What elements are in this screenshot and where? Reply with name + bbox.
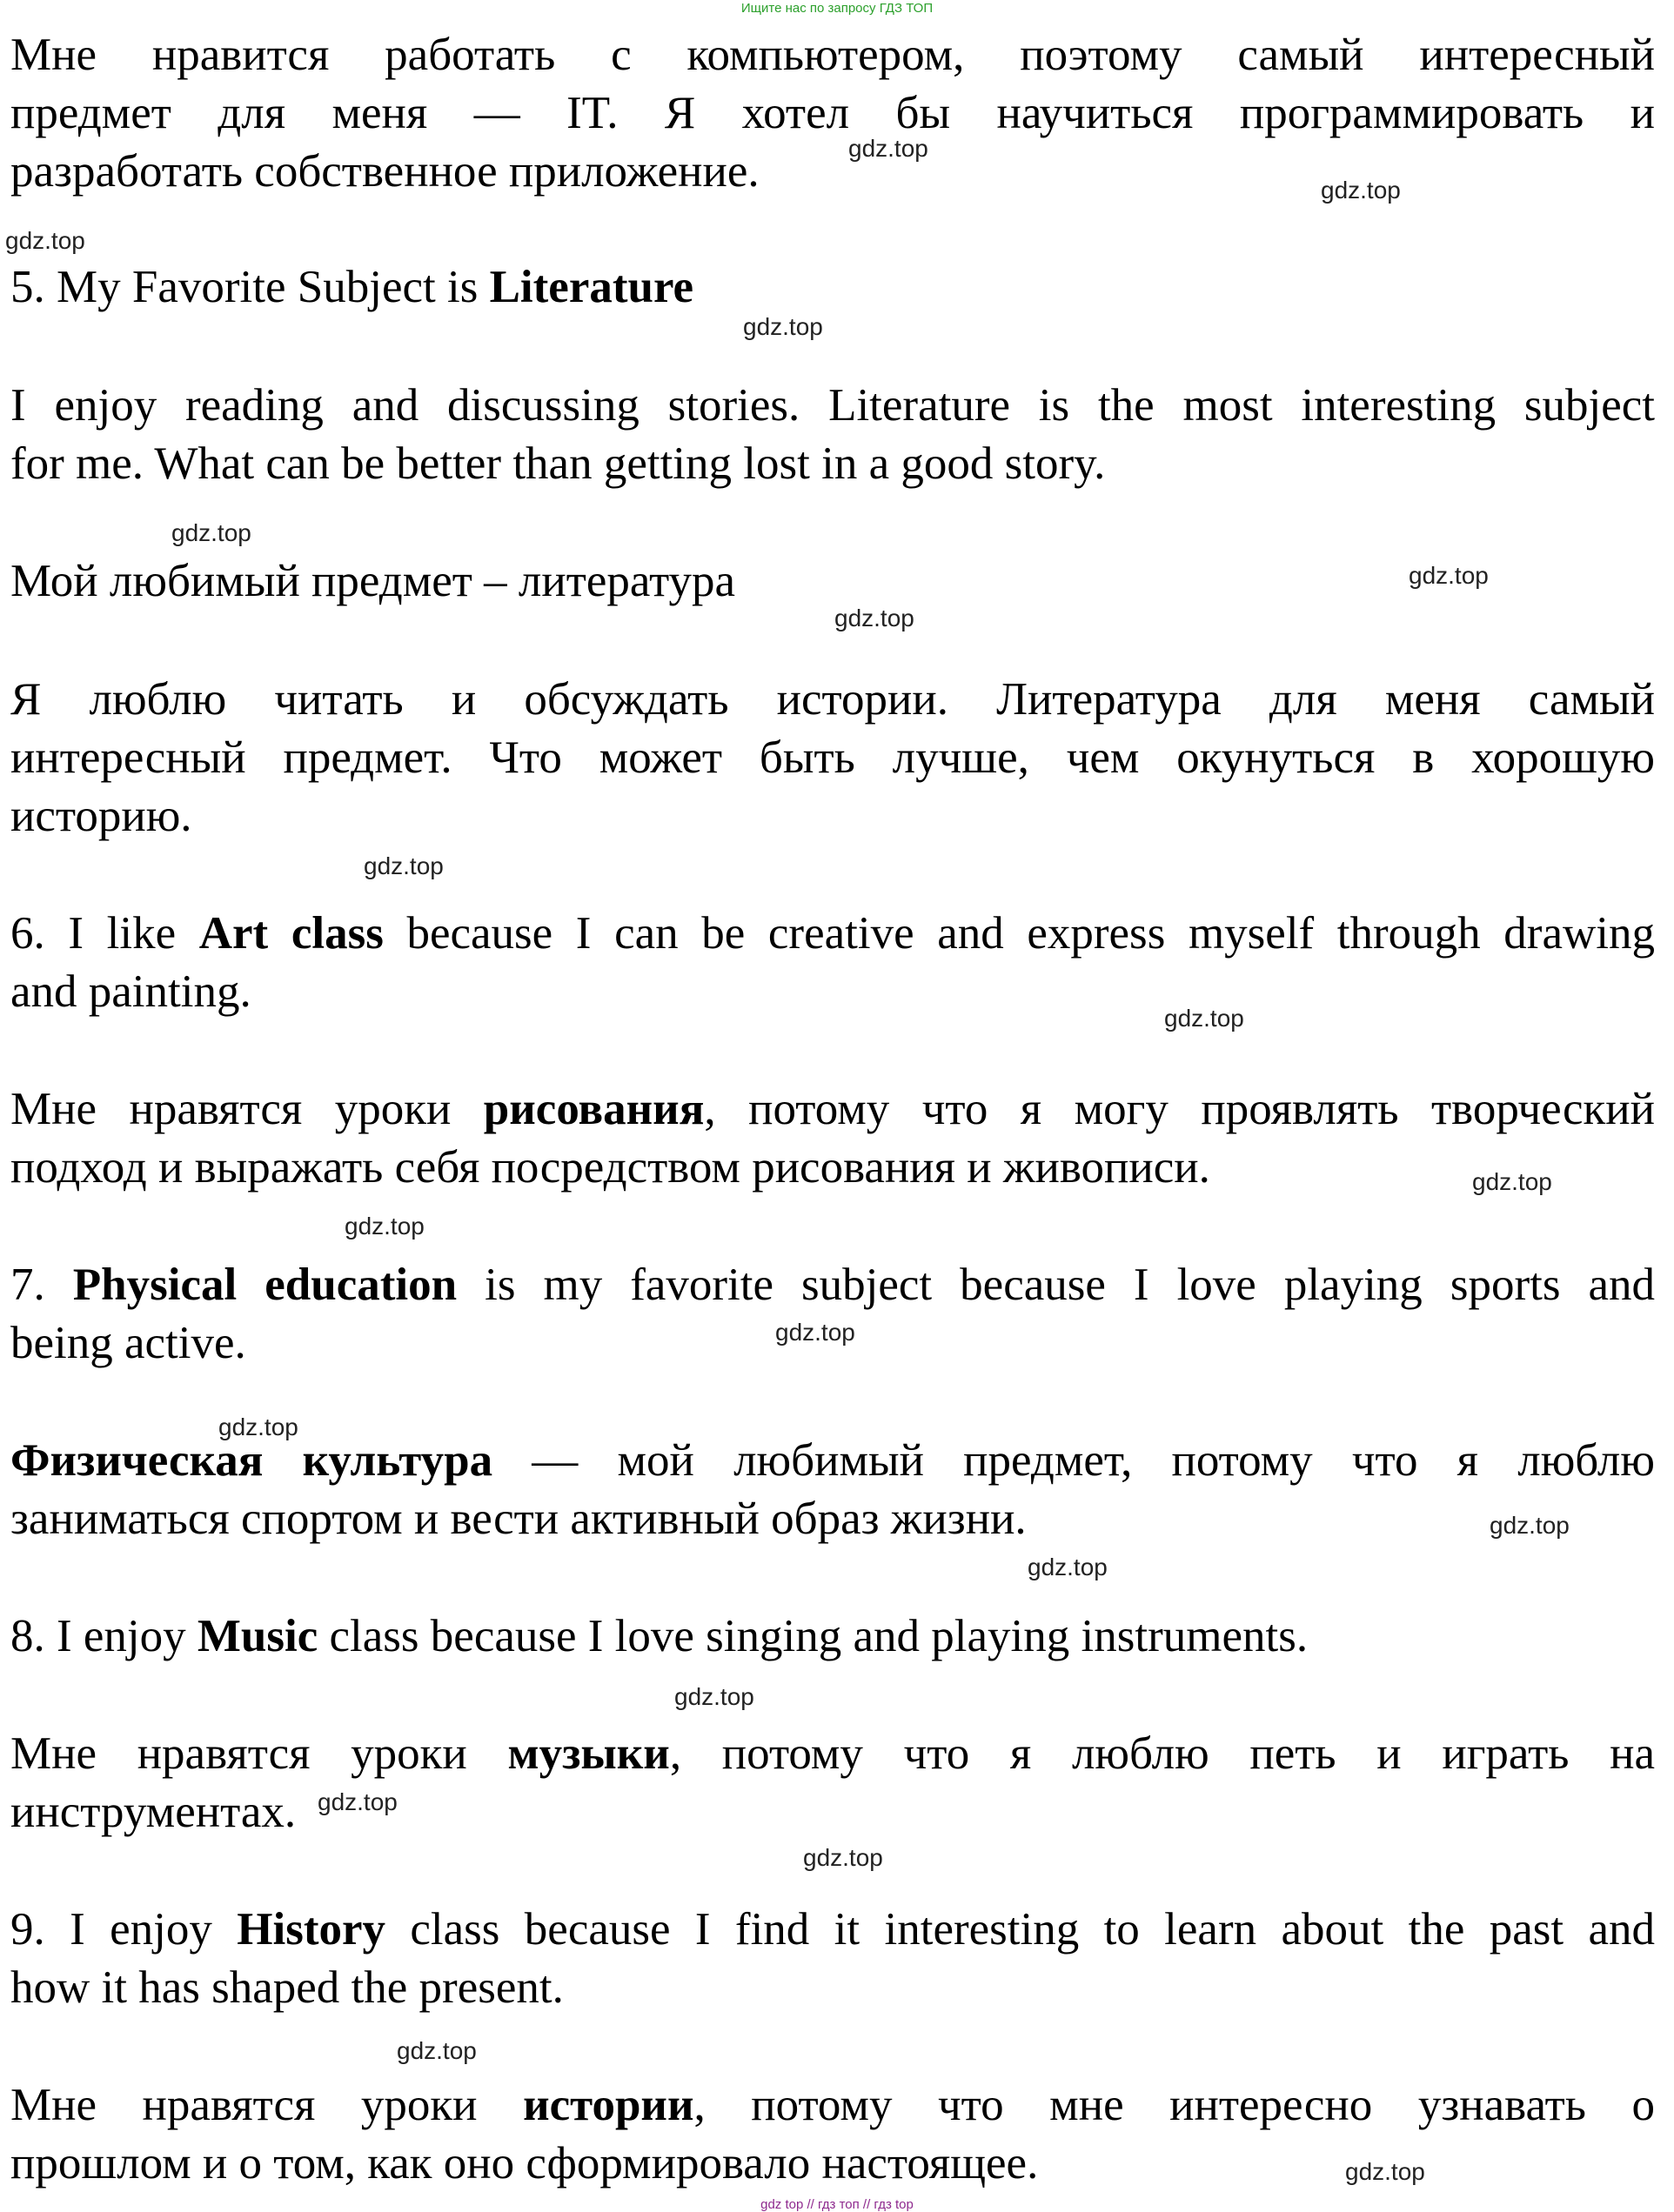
text-span: 8. I enjoy (10, 1611, 198, 1661)
text-line: how it has shaped the present. (10, 1962, 564, 2013)
text-line: and painting. (10, 966, 251, 1017)
paragraph-pe-ru (10, 1432, 1655, 1548)
watermark: gdz.top (318, 1788, 398, 1815)
watermark: gdz.top (1321, 177, 1401, 204)
text-line: предмет для меня — IT. Я хотел бы научиться программировать и (10, 88, 1655, 138)
text-line (10, 1256, 1655, 1314)
watermark: gdz.top (1028, 1554, 1108, 1580)
text-span: 6. I like (10, 908, 199, 959)
text-span: , потому что мне интересно узнавать о (693, 2080, 1655, 2130)
watermark: gdz.top (1490, 1512, 1570, 1539)
text-bold: музыки (507, 1728, 670, 1779)
watermark: gdz.top (848, 135, 928, 162)
text-span: Мне нравятся уроки (10, 2080, 524, 2130)
paragraph-music-en (10, 1607, 1655, 1666)
text-line: Мне нравится работать с компьютером, поэтому самый интересный (10, 30, 1655, 80)
watermark: gdz.top (345, 1213, 425, 1240)
paragraph-literature-en (10, 377, 1655, 493)
text-line (10, 1901, 1655, 1959)
watermark: gdz.top (803, 1844, 883, 1871)
top-notice[interactable]: Ищите нас по запросу ГДЗ ТОП (740, 1, 934, 16)
text-span: because I can be creative and express myself through drawing (383, 908, 1655, 959)
watermark: gdz.top (674, 1683, 754, 1710)
text-span: 7. (10, 1260, 73, 1310)
text-span: — мой любимый предмет, потому что я люблю (492, 1435, 1655, 1486)
text-bold: истории (523, 2080, 694, 2130)
text-line (10, 1080, 1655, 1139)
watermark: gdz.top (364, 852, 444, 879)
watermark: gdz.top (218, 1413, 298, 1440)
watermark: gdz.top (743, 313, 823, 340)
text-span: Мне нравятся уроки (10, 1084, 484, 1134)
watermark: gdz.top (1472, 1168, 1552, 1195)
text-bold: Music (197, 1611, 318, 1661)
heading-bold: Literature (489, 262, 694, 312)
text-line: инструментах. (10, 1787, 297, 1837)
text-span: is my favorite subject because I love playing sports and (457, 1260, 1655, 1310)
text-line: for me. What can be better than getting lost in a good story. (10, 438, 1106, 489)
footer-links[interactable]: gdz top // гдз топ // гдз top (760, 2197, 914, 2212)
paragraph-history-en (10, 1901, 1655, 2017)
text-bold: Art class (198, 908, 384, 959)
text-line: заниматься спортом и вести активный образ жизни. (10, 1494, 1027, 1544)
text-span: , потому что я люблю петь и играть на (669, 1728, 1655, 1779)
text-bold: Физическая культура (10, 1435, 493, 1486)
watermark: gdz.top (5, 227, 85, 254)
watermark: gdz.top (171, 519, 251, 546)
text-line: интересный предмет. Что может быть лучше, чем окунуться в хорошую (10, 732, 1655, 783)
paragraph-music-ru (10, 1725, 1655, 1841)
text-line: being active. (10, 1318, 246, 1368)
heading-prefix: 5. My Favorite Subject is (10, 262, 490, 312)
text-line (10, 2076, 1655, 2135)
text-span: 9. I enjoy (10, 1904, 238, 1955)
heading-text: Мой любимый предмет – литература (10, 556, 736, 606)
paragraph-literature-ru (10, 671, 1655, 845)
text-line (10, 1607, 1655, 1666)
paragraph-pe-en (10, 1256, 1655, 1373)
paragraph-art-en (10, 905, 1655, 1021)
watermark: gdz.top (1164, 1005, 1244, 1032)
paragraph-art-ru (10, 1080, 1655, 1197)
text-line: прошлом и о том, как оно сформировало настоящее. (10, 2138, 1039, 2189)
text-span: class because I love singing and playing instruments. (318, 1611, 1309, 1661)
watermark: gdz.top (1409, 562, 1489, 589)
watermark: gdz.top (834, 605, 914, 632)
watermark: gdz.top (775, 1319, 855, 1346)
text-line (10, 905, 1655, 963)
text-span: , потому что я могу проявлять творческий (704, 1084, 1655, 1134)
text-bold: рисования (483, 1084, 705, 1134)
text-line (10, 1725, 1655, 1783)
text-bold: History (237, 1904, 386, 1955)
heading-literature (10, 258, 1655, 317)
text-line: Я люблю читать и обсуждать истории. Литература для меня самый (10, 674, 1655, 725)
text-line: разработать собственное приложение. (10, 146, 760, 197)
text-line: I enjoy reading and discussing stories. Literature is the most interesting subject (10, 380, 1655, 431)
text-bold: Physical education (72, 1260, 458, 1310)
watermark: gdz.top (1345, 2158, 1425, 2185)
watermark: gdz.top (397, 2037, 477, 2064)
text-span: class because I find it interesting to learn about the past and (385, 1904, 1655, 1955)
text-span: Мне нравятся уроки (10, 1728, 508, 1779)
text-line: историю. (10, 791, 192, 841)
text-line: подход и выражать себя посредством рисования и живописи. (10, 1142, 1210, 1193)
paragraph-it-ru (10, 26, 1655, 201)
